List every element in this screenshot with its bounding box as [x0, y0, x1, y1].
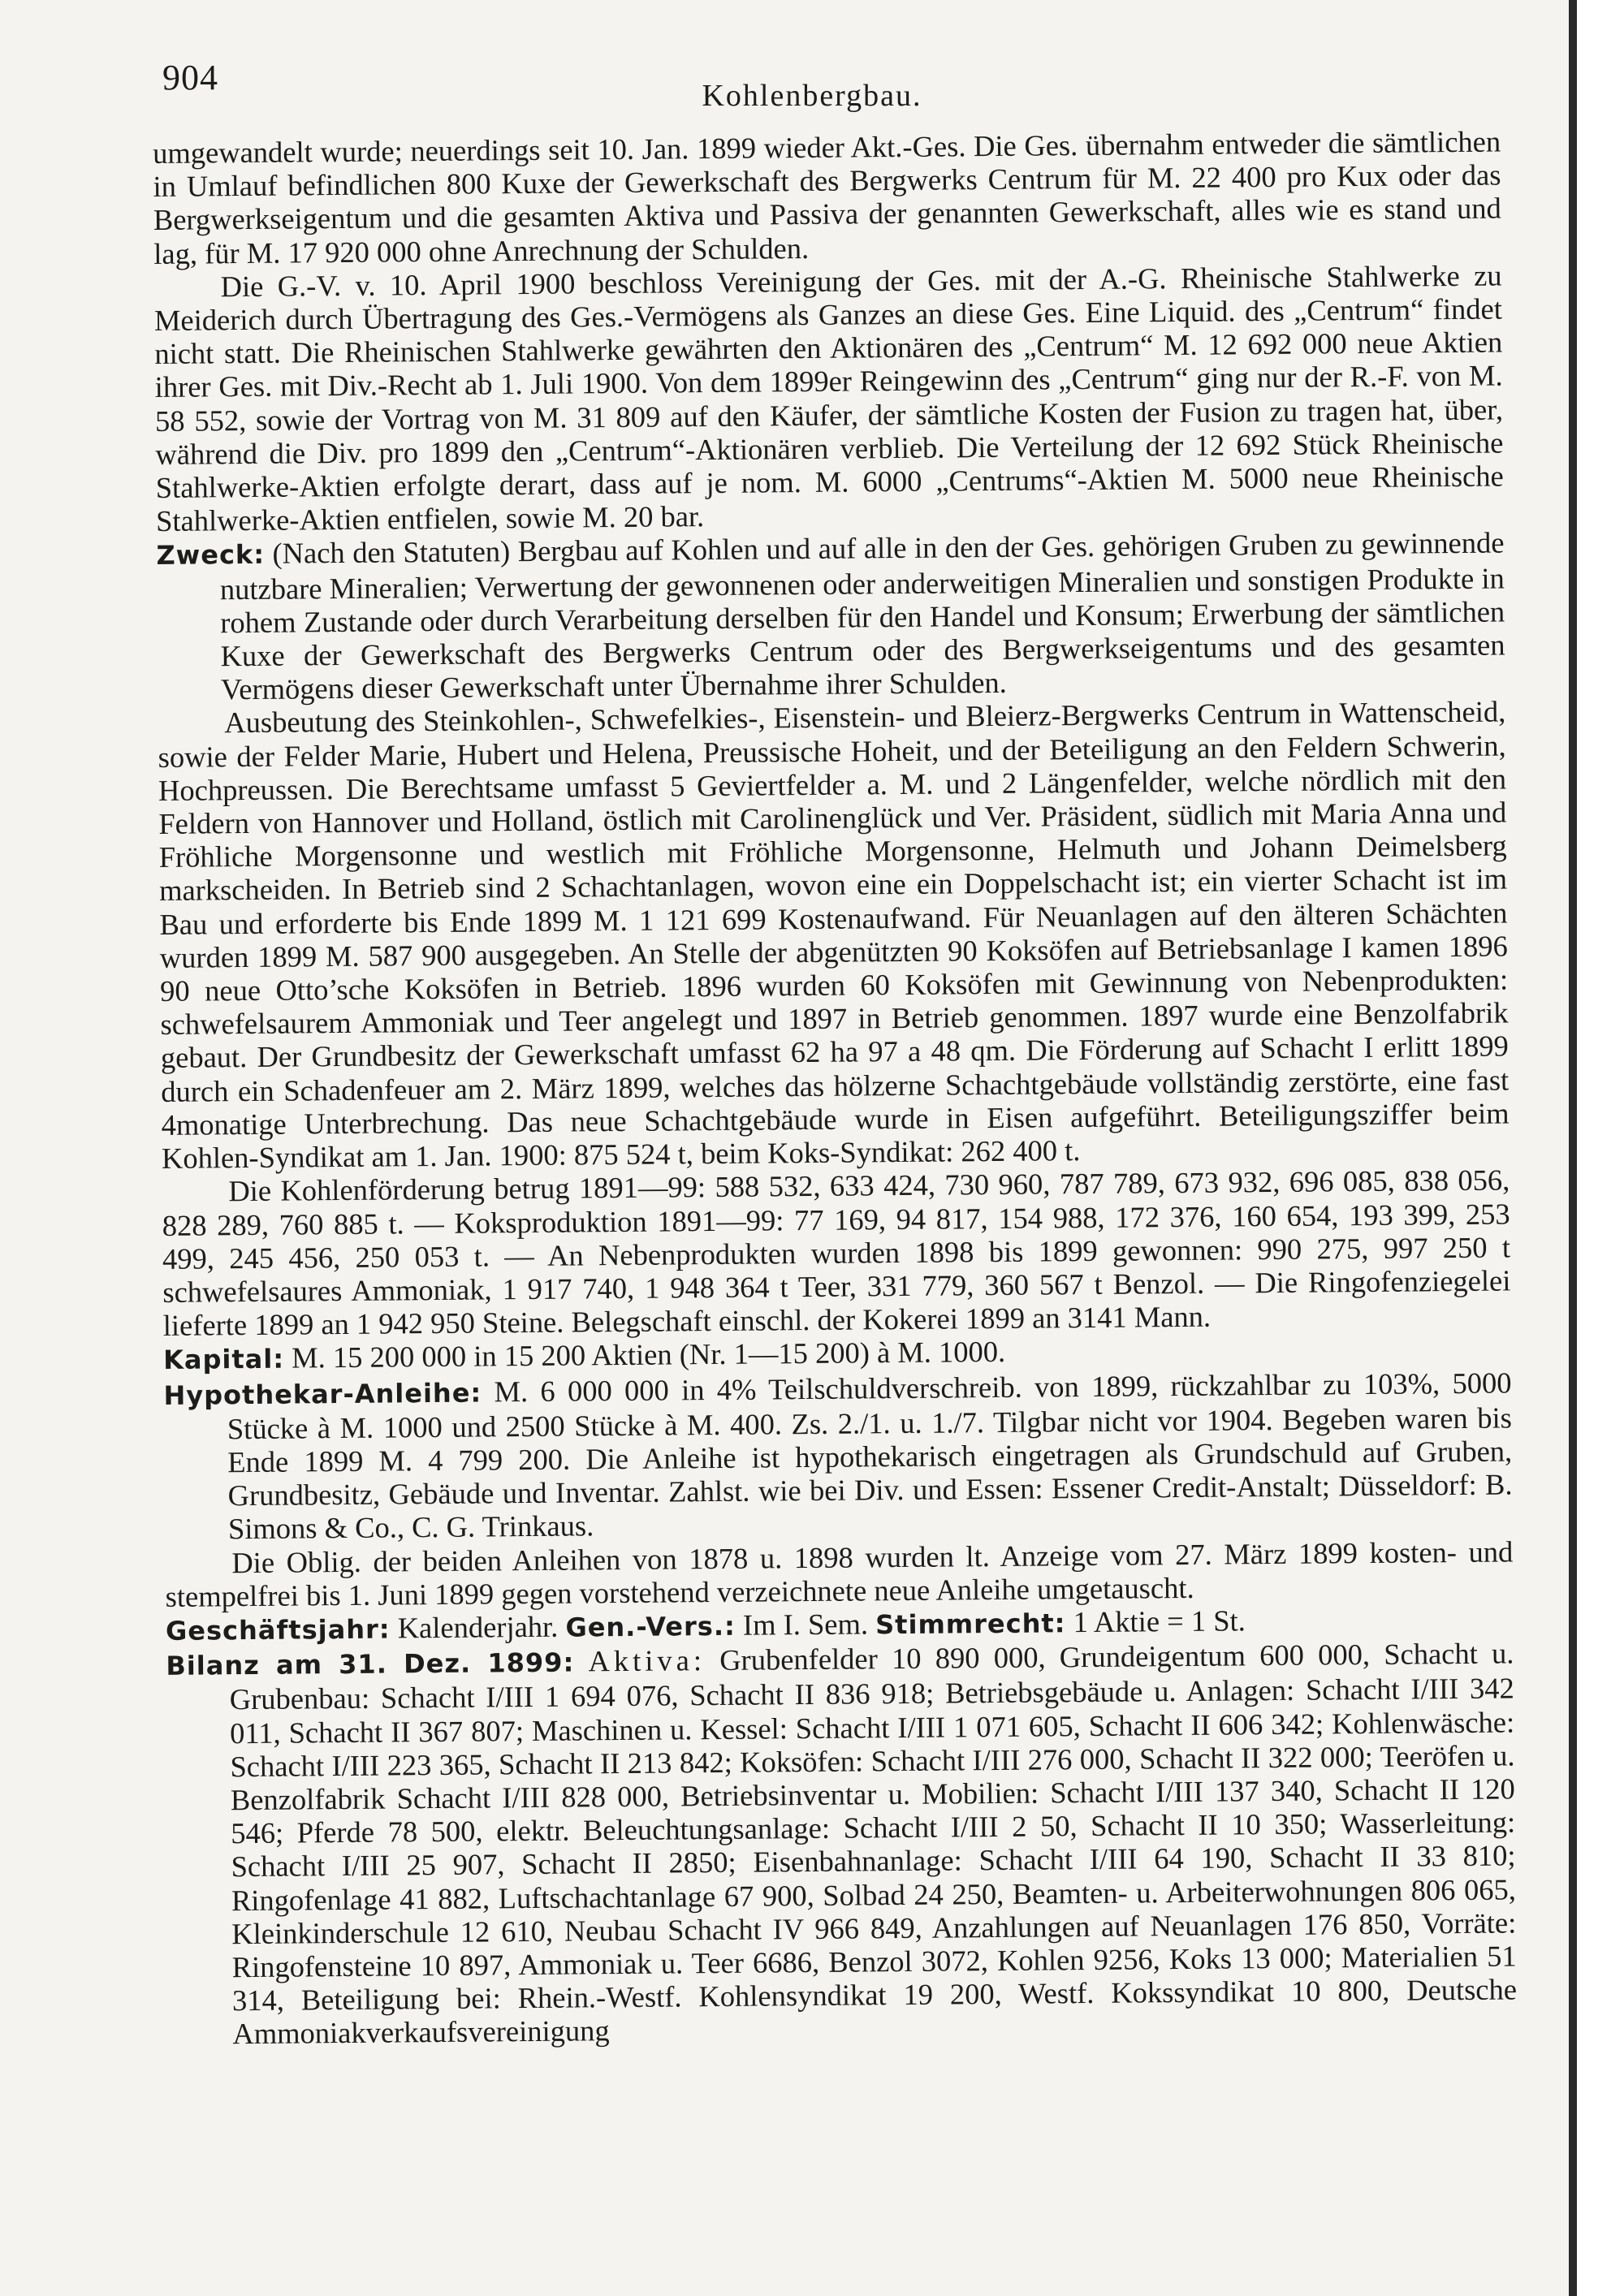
zweck-label: Zweck:: [156, 539, 266, 572]
zweck-text: (Nach den Statuten) Bergbau auf Kohlen und auf alle in den der Ges. gehörigen Gruben zu gewinnende nutzbare Mineralien; Verwertung der gewonnenen oder anderweitigen Mineralien und sonstigen Produkte in rohem Zustande oder durch Verarbeitung derselben für den Handel und Konsum; Erwerbung der sämtlichen Kuxe der Gewerkschaft des Bergwerks Centrum oder des Bergwerkseigentums und des gesamten Vermögens dieser Gewerkschaft unter Übernahme ihrer Schulden.: [219, 525, 1505, 706]
kapital-text: M. 15 200 000 in 15 200 Aktien (Nr. 1—15 200) à M. 1000.: [292, 1335, 1006, 1375]
paragraph-conversion: umgewandelt wurde; neuerdings seit 10. Jan. 1899 wieder Akt.-Ges. Die Ges. übernahm entweder die sämtlichen in Umlauf befindlichen 800 Kuxe der Gewerkschaft des Bergwerks Centrum für M. 22 400 pro Kux oder das Bergwerkseigentum und die gesamten Aktiva und Passiva der genannten Gewerkschaft, alles wie es stand und lag, für M. 17 920 000 ohne Anrechnung der Schulden.: [153, 124, 1502, 270]
page-edge-shadow: [1569, 0, 1577, 2296]
section-hypothekar-anleihe: [163, 1366, 1513, 1546]
kapital-label: Kapital:: [162, 1343, 285, 1376]
bilanz-label: Bilanz am 31. Dez. 1899:: [166, 1646, 575, 1682]
stimmrecht-label: Stimmrecht:: [875, 1608, 1066, 1641]
section-bilanz: [166, 1637, 1517, 2052]
running-head: Kohlenbergbau.: [702, 79, 922, 113]
scan-margin: [1577, 0, 1624, 2296]
paragraph-production: Die Kohlenförderung betrug 1891—99: 588 532, 633 424, 730 960, 787 789, 673 932, 696 085, 838 056, 828 289, 760 885 t. — Koksproduktion 1891—99: 77 169, 94 817, 154 988, 172 376, 160 654, 193 399, 253 499, 245 456, 250 053 t. — An Nebenprodukten wurden 1898 bis 1899 gewonnen: 990 275, 997 250 t schwefelsaures Ammoniak, 1 917 740, 1 948 364 t Teer, 331 779, 360 567 t Benzol. — Die Ringofenziegelei lieferte 1899 an 1 942 950 Steine. Belegschaft einschl. der Kokerei 1899 an 3141 Mann.: [162, 1163, 1511, 1343]
gen-vers-label: Gen.-Vers.:: [565, 1610, 736, 1643]
section-zweck: [156, 526, 1505, 706]
article-body: [153, 125, 1518, 2052]
page-number: 904: [162, 58, 218, 97]
hypothekar-label: Hypothekar-Anleihe:: [163, 1377, 482, 1411]
stimmrecht-text: 1 Aktie = 1 St.: [1073, 1603, 1246, 1639]
bilanz-text: Grubenfelder 10 890 000, Grundeigentum 600 000, Schacht u. Grubenbau: Schacht I/III 1 694 076, Schacht II 836 918; Betriebsgebäude u. Anlagen: Schacht I/III 342 011, Schacht II 367 807; Maschinen u. Kessel: Schacht I/III 1 071 605, Schacht II 606 342; Kohlenwäsche: Schacht I/III 223 365, Schacht II 213 842; Koksöfen: Schacht I/III 276 000, Schacht II 322 000; Teeröfen u. Benzolfabrik Schacht I/III 828 000, Betriebsinventar u. Mobilien: Schacht I/III 137 340, Schacht II 120 546; Pferde 78 500, elektr. Beleuchtungsanlage: Schacht I/III 2 50, Schacht II 10 350; Wasserleitung: Schacht I/III 25 907, Schacht II 2850; Eisenbahnanlage: Schacht I/III 64 190, Schacht II 33 810; Ringofenlage 41 882, Luftschachtanlage 67 900, Solbad 24 250, Beamten- u. Arbeiterwohnungen 806 065, Kleinkinderschule 12 610, Neubau Schacht IV 966 849, Anzahlungen auf Neuanlagen 176 850, Vorräte: Ringofensteine 10 897, Ammoniak u. Teer 6686, Benzol 3072, Kohlen 9256, Koks 13 000; Materialien 51 314, Beteiligung bei: Rhein.-Westf. Kohlensyndikat 19 200, Westf. Kokssyndikat 10 800, Deutsche Ammoniakverkaufsvereinigung: [229, 1636, 1518, 2051]
gen-vers-text: Im I. Sem.: [742, 1607, 869, 1642]
geschaeftsjahr-label: Geschäftsjahr:: [165, 1613, 391, 1646]
hypothekar-text: M. 6 000 000 in 4% Teilschuldverschreib. von 1899, rückzahlbar zu 103%, 5000 Stücke à M. 1000 und 2500 Stücke à M. 400. Zs. 2./1. u. 1./7. Tilgbar nicht vor 1904. Begeben waren bis Ende 1899 M. 4 799 200. Die Anleihe ist hypothekarisch eingetragen als Grundschuld auf Gruben, Grundbesitz, Gebäude und Inventar. Zahlst. wie bei Div. und Essen: Essener Credit-Anstalt; Düsseldorf: B. Simons & Co., C. G. Trinkaus.: [227, 1365, 1513, 1546]
paragraph-exchange: Die Oblig. der beiden Anleihen von 1878 u. 1898 wurden lt. Anzeige vom 27. März 1899 kosten- und stempelfrei bis 1. Juni 1899 gegen vorstehend verzeichnete neue Anleihe umgetauscht.: [165, 1534, 1514, 1613]
bilanz-aktiva-label: Aktiva:: [588, 1643, 706, 1678]
geschaeftsjahr-text: Kalenderjahr.: [397, 1609, 559, 1645]
paragraph-merger: Die G.-V. v. 10. April 1900 beschloss Vereinigung der Ges. mit der A.-G. Rheinische Stahlwerke zu Meiderich durch Übertragung des Ges.-Vermögens als Ganzes an diese Ges. Eine Liquid. des „Centrum“ findet nicht statt. Die Rheinischen Stahlwerke gewährten den Aktionären des „Centrum“ M. 12 692 000 neue Aktien ihrer Ges. mit Div.-Recht ab 1. Juli 1900. Von dem 1899er Reingewinn des „Centrum“ ging nur der R.-F. von M. 58 552, sowie der Vortrag von M. 31 809 auf den Käufer, der sämtliche Kosten der Fusion zu tragen hat, über, während die Div. pro 1899 den „Centrum“-Aktionären verblieb. Die Verteilung der 12 692 Stück Rheinische Stahlwerke-Aktien erfolgte derart, dass auf je nom. M. 6000 „Centrums“-Aktien M. 5000 neue Rheinische Stahlwerke-Aktien entfielen, sowie M. 20 bar.: [153, 258, 1504, 538]
paragraph-exploitation: Ausbeutung des Steinkohlen-, Schwefelkies-, Eisenstein- und Bleierz-Bergwerks Centrum in Wattenscheid, sowie der Felder Marie, Hubert und Helena, Preussische Hoheit, und der Beteiligung an den Feldern Schwerin, Hochpreussen. Die Berechtsame umfasst 5 Geviertfelder a. M. und 2 Längenfelder, welche nördlich mit den Feldern von Hannover und Holland, östlich mit Carolinenglück und Ver. Präsident, südlich mit Maria Anna und Fröhliche Morgensonne und westlich mit Fröhliche Morgensonne, Helmuth und Johann Deimelsberg markscheiden. In Betrieb sind 2 Schachtanlagen, wovon eine ein Doppelschacht ist; ein vierter Schacht ist im Bau und erforderte bis Ende 1899 M. 1 121 699 Kostenaufwand. Für Neuanlagen auf den älteren Schächten wurden 1899 M. 587 900 ausgegeben. An Stelle der abgenützten 90 Koksöfen auf Betriebsanlage I kamen 1896 90 neue Otto’sche Koksöfen in Betrieb. 1896 wurden 60 Koksöfen mit Gewinnung von Nebenprodukten: schwefelsaurem Ammoniak und Teer angelegt und 1897 in Betrieb genommen. 1897 wurde eine Benzolfabrik gebaut. Der Grundbesitz der Gewerkschaft umfasst 62 ha 97 a 48 qm. Die Förderung auf Schacht I erlitt 1899 durch ein Schadenfeuer am 2. März 1899, welches das hölzerne Schachtgebäude vollständig zerstörte, eine fast 4monatige Unterbrechung. Das neue Schachtgebäude wurde in Eisen aufgeführt. Beteiligungsziffer beim Kohlen-Syndikat am 1. Jan. 1900: 875 524 t, beim Koks-Syndikat: 262 400 t.: [158, 694, 1510, 1176]
